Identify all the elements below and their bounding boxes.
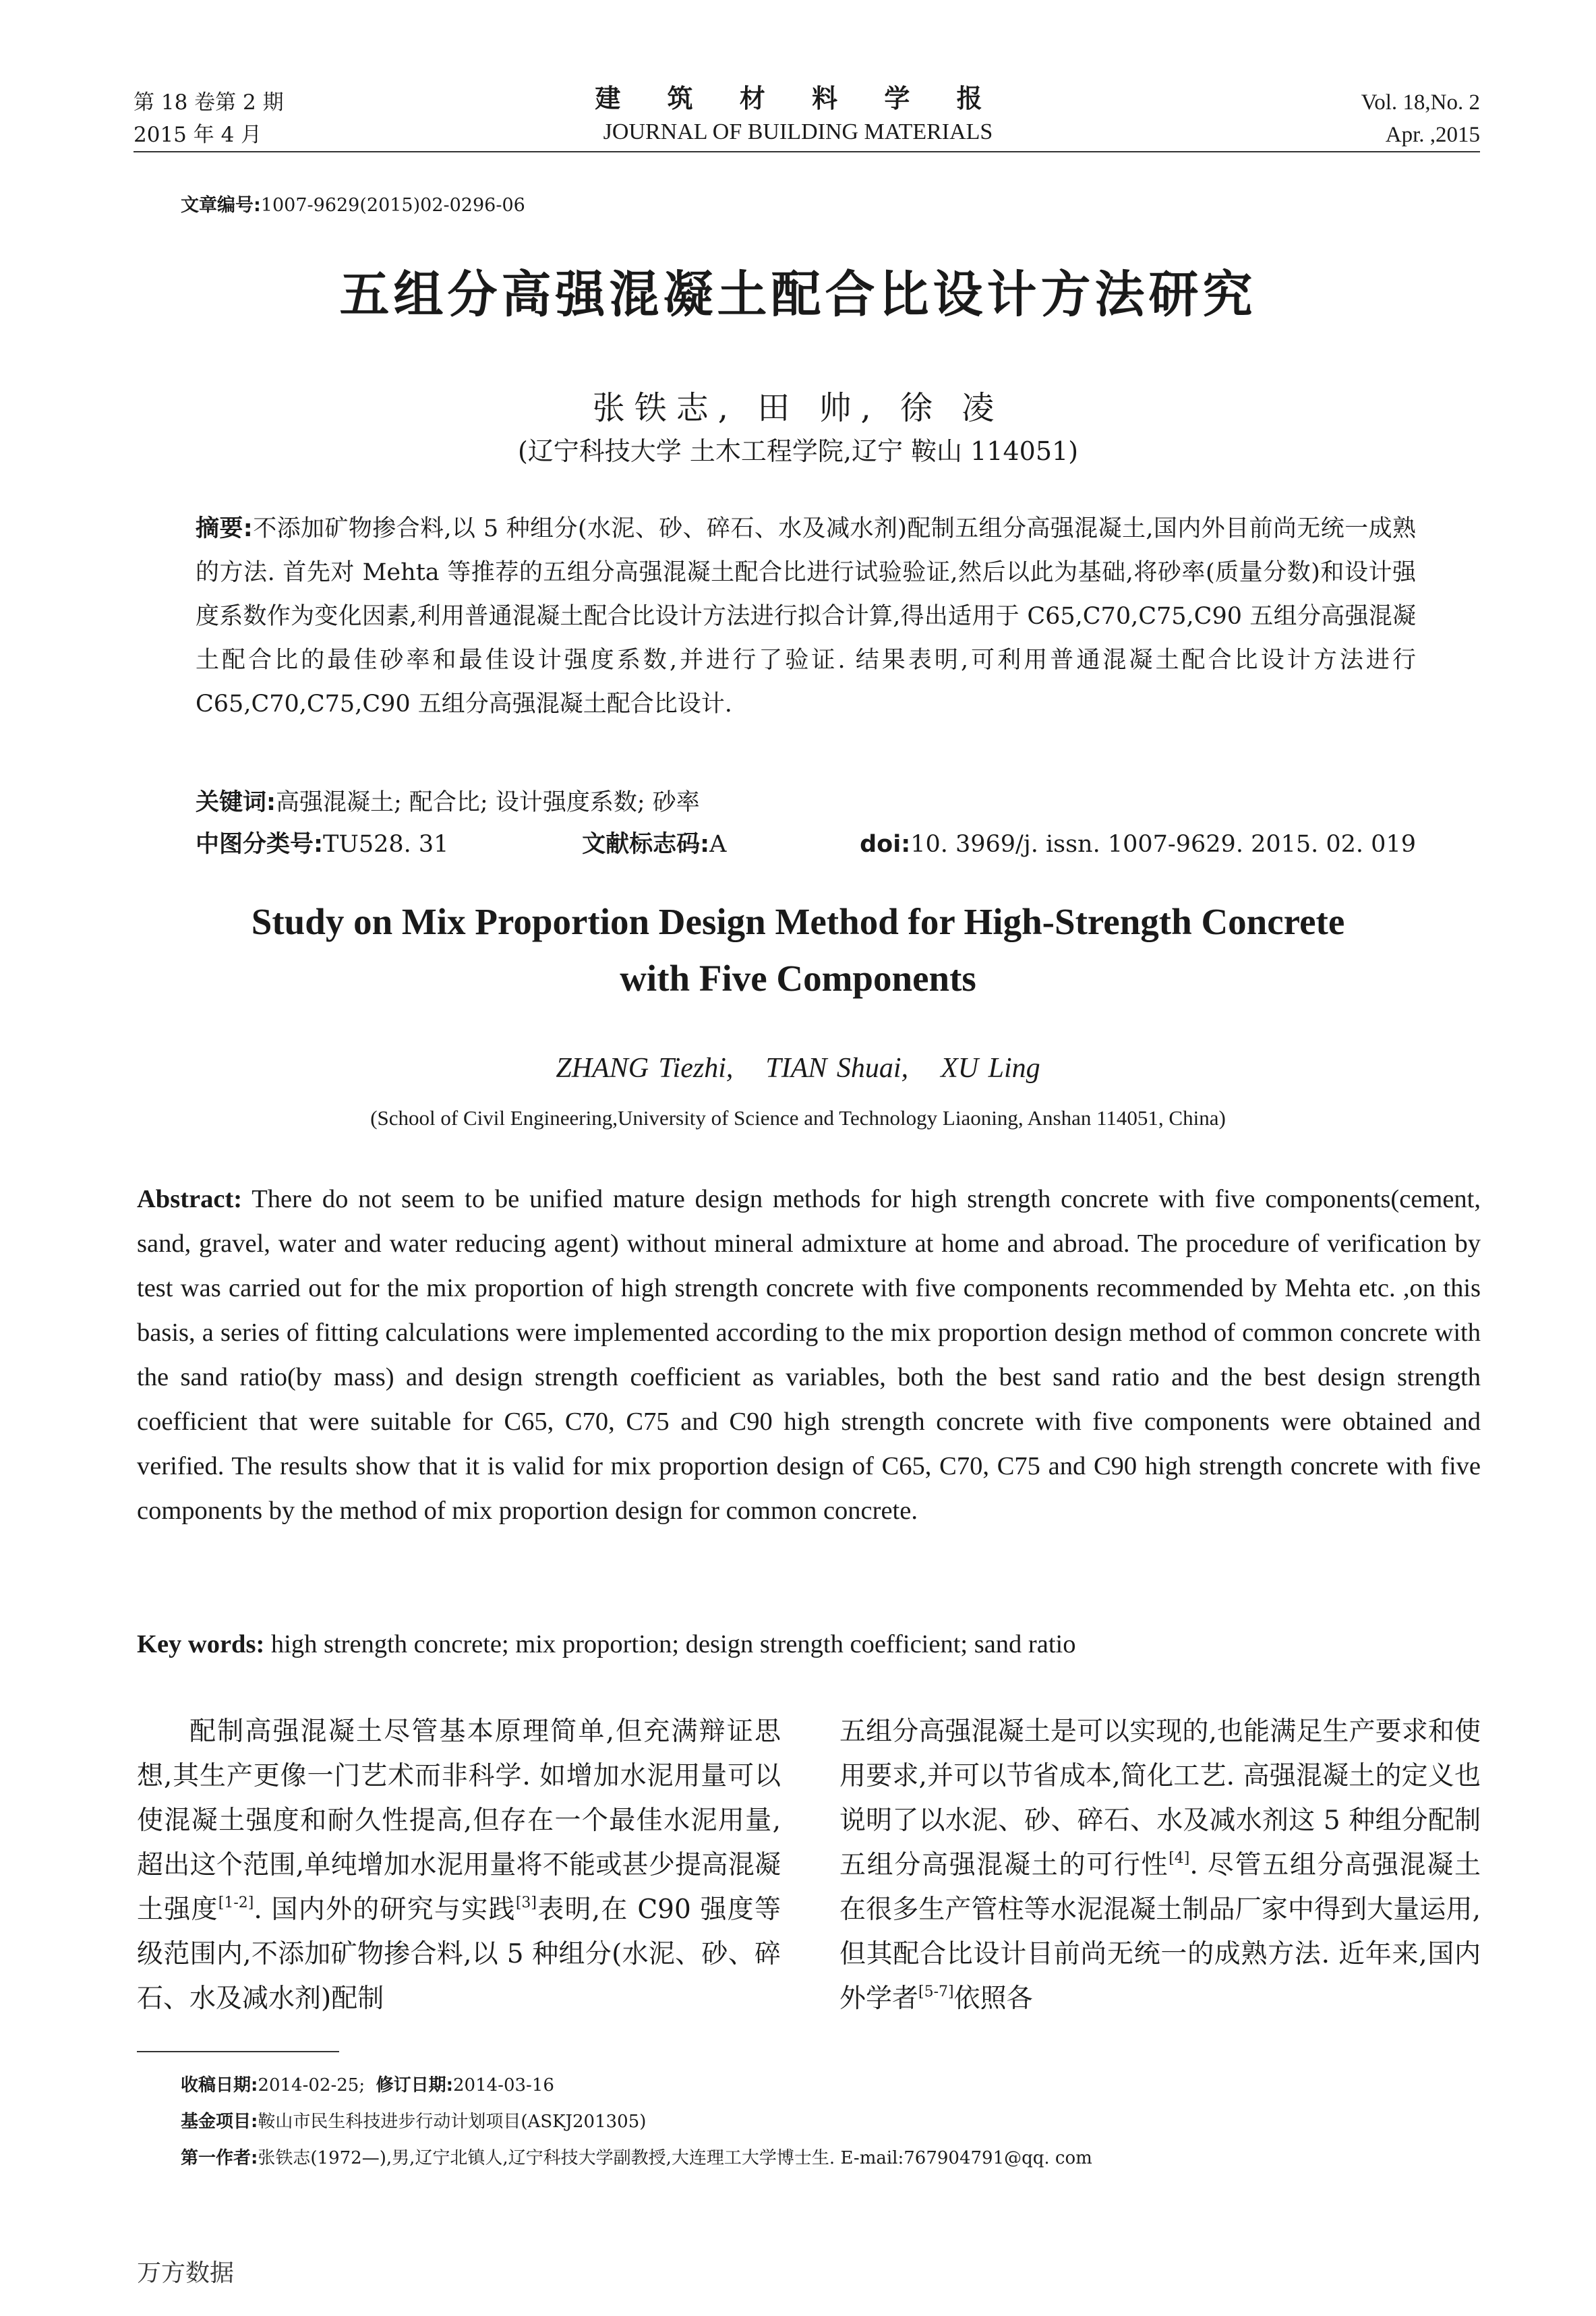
header-divider — [134, 151, 1480, 152]
article-number-value: 1007-9629(2015)02-0296-06 — [260, 195, 525, 216]
keywords-cn-text: 高强混凝土; 配合比; 设计强度系数; 砂率 — [276, 789, 700, 816]
doi — [860, 824, 1416, 865]
received-label: 收稿日期: — [181, 2075, 258, 2095]
document-code-label: 文献标志码: — [582, 831, 710, 858]
footnote-author — [181, 2145, 1092, 2172]
classification-row — [196, 824, 1416, 865]
clc-value: TU528. 31 — [323, 831, 449, 858]
keywords-en — [137, 1622, 1075, 1667]
keywords-cn — [196, 782, 700, 823]
title-cn: 五组分高强混凝土配合比设计方法研究 — [339, 266, 1257, 324]
affiliation-en: (School of Civil Engineering,University of Science and Technology Liaoning, Anshan 114051, China) — [370, 1106, 1226, 1130]
citation-1-2[interactable]: [1-2] — [218, 1894, 254, 1911]
title-en-line1: Study on Mix Proportion Design Method for High-Strength Concrete — [251, 901, 1345, 942]
citation-4[interactable]: [4] — [1169, 1850, 1190, 1867]
body-right-text-1: 五组分高强混凝土是可以实现的,也能满足生产要求和使用要求,并可以节省成本,简化工艺. 高强混凝土的定义也说明了以水泥、砂、碎石、水及减水剂这 5 种组分配制五组分高强混凝土的可行性 — [839, 1716, 1481, 1880]
keywords-cn-label: 关键词: — [196, 789, 276, 816]
body-left-text-2: . 国内外的研究与实践 — [254, 1894, 516, 1925]
journal-name-en: JOURNAL OF BUILDING MATERIALS — [603, 119, 993, 144]
clc-label: 中图分类号: — [196, 831, 323, 858]
footnote-dates — [181, 2072, 554, 2099]
document-code — [582, 824, 726, 865]
article-number — [181, 190, 525, 216]
revised-date: 2014-03-16 — [453, 2075, 554, 2095]
body-column-right — [839, 1710, 1481, 2021]
date-cn: 2015 年 4 月 — [134, 123, 262, 147]
title-en-line2: with Five Components — [620, 958, 976, 999]
body-column-left — [137, 1710, 781, 2021]
abstract-cn-label: 摘要: — [196, 515, 253, 542]
first-author-text: 张铁志(1972—),男,辽宁北镇人,辽宁科技大学副教授,大连理工大学博士生. E-mail:767904791@qq. com — [258, 2148, 1092, 2168]
authors-cn: 张铁志, 田 帅, 徐 凌 — [592, 389, 1004, 427]
keywords-en-text: high strength concrete; mix proportion; design strength coefficient; sand ratio — [264, 1630, 1076, 1658]
fund-label: 基金项目: — [181, 2112, 258, 2132]
journal-name-cn: 建 筑 材 料 学 报 — [595, 84, 1001, 113]
doi-value: 10. 3969/j. issn. 1007-9629. 2015. 02. 019 — [910, 831, 1416, 858]
fund-text: 鞍山市民生科技进步行动计划项目(ASKJ201305) — [258, 2112, 647, 2132]
body-left-text-1: 配制高强混凝土尽管基本原理简单,但充满辩证思想,其生产更像一门艺术而非科学. 如增加水泥用量可以使混凝土强度和耐久性提高,但存在一个最佳水泥用量,超出这个范围,单纯增加水泥用量将不能或甚少提高混凝土强度 — [137, 1716, 781, 1925]
received-date: 2014-02-25; — [258, 2075, 365, 2095]
abstract-en-label: Abstract: — [137, 1185, 243, 1213]
date-en: Apr. ,2015 — [1385, 123, 1480, 147]
journal-header — [0, 80, 1596, 147]
article-number-label: 文章编号: — [181, 195, 261, 216]
header-volume-en — [1361, 86, 1480, 151]
footnote-divider — [137, 2051, 339, 2052]
authors-en — [0, 1052, 1596, 1084]
body-right-text-2: . 尽管五组分高强混凝土在很多生产管柱等水泥混凝土制品厂家中得到大量运用,但其配合比设计目前尚无统一的成熟方法. 近年来,国内外学者 — [839, 1850, 1481, 2014]
author-en-1: ZHANG Tiezhi, — [556, 1053, 734, 1084]
volume-issue-cn: 第 18 卷第 2 期 — [134, 90, 284, 115]
body-left-text-3: 表明,在 C90 强度等级范围内,不添加矿物掺合料,以 5 种组分(水泥、砂、碎石、水及减水剂)配制 — [137, 1894, 781, 2014]
title-en — [0, 894, 1596, 1007]
citation-3[interactable]: [3] — [515, 1894, 537, 1911]
footnote-fund — [181, 2108, 646, 2135]
abstract-en — [137, 1177, 1481, 1533]
document-code-value: A — [709, 831, 727, 858]
watermark: 万方数据 — [137, 2259, 235, 2287]
volume-issue-en: Vol. 18,No. 2 — [1361, 90, 1480, 115]
citation-5-7[interactable]: [5-7] — [918, 1984, 954, 2000]
revised-label: 修订日期: — [376, 2075, 454, 2095]
affiliation-cn: (辽宁科技大学 土木工程学院,辽宁 鞍山 114051) — [517, 436, 1079, 466]
doi-label: doi: — [860, 831, 911, 858]
abstract-cn-text: 不添加矿物掺合料,以 5 种组分(水泥、砂、碎石、水及减水剂)配制五组分高强混凝土,国内外目前尚无统一成熟的方法. 首先对 Mehta 等推荐的五组分高强混凝土配合比进行试验验证,然后以此为基础,将砂率(质量分数)和设计强度系数作为变化因素,利用普通混凝土配合比设计方法进行拟合计算,得出适用于 C65,C70,C75,C90 五组分高强混凝土配合比的最佳砂率和最佳设计强度系数,并进行了验证. 结果表明,可利用普通混凝土配合比设计方法进行 C65,C70,C75,C90 五组分高强混凝土配合比设计. — [196, 515, 1416, 718]
abstract-cn — [196, 507, 1416, 726]
body-right-text-3: 依照各 — [953, 1984, 1033, 2014]
first-author-label: 第一作者: — [181, 2148, 258, 2168]
author-en-2: TIAN Shuai, — [765, 1053, 909, 1084]
abstract-en-text: There do not seem to be unified mature design methods for high strength concrete with five components(cement, sand, gravel, water and water reducing agent) without mineral admixture at home and abroad. The procedure of verification by test was carried out for the mix proportion of high strength concrete with five components recommended by Mehta etc. ,on this basis, a series of fitting calculations were implemented according to the mix proportion design method of common concrete with the sand ratio(by mass) and design strength coefficient as variables, both the best sand ratio and the best design strength coefficient that were suitable for C65, C70, C75 and C90 high strength concrete with five components were obtained and verified. The results show that it is valid for mix proportion design of C65, C70, C75 and C90 high strength concrete with five components by the method of mix proportion design for common concrete. — [137, 1185, 1481, 1525]
author-en-3: XU Ling — [941, 1053, 1040, 1084]
clc-code — [196, 824, 448, 865]
keywords-en-label: Key words: — [137, 1630, 265, 1658]
